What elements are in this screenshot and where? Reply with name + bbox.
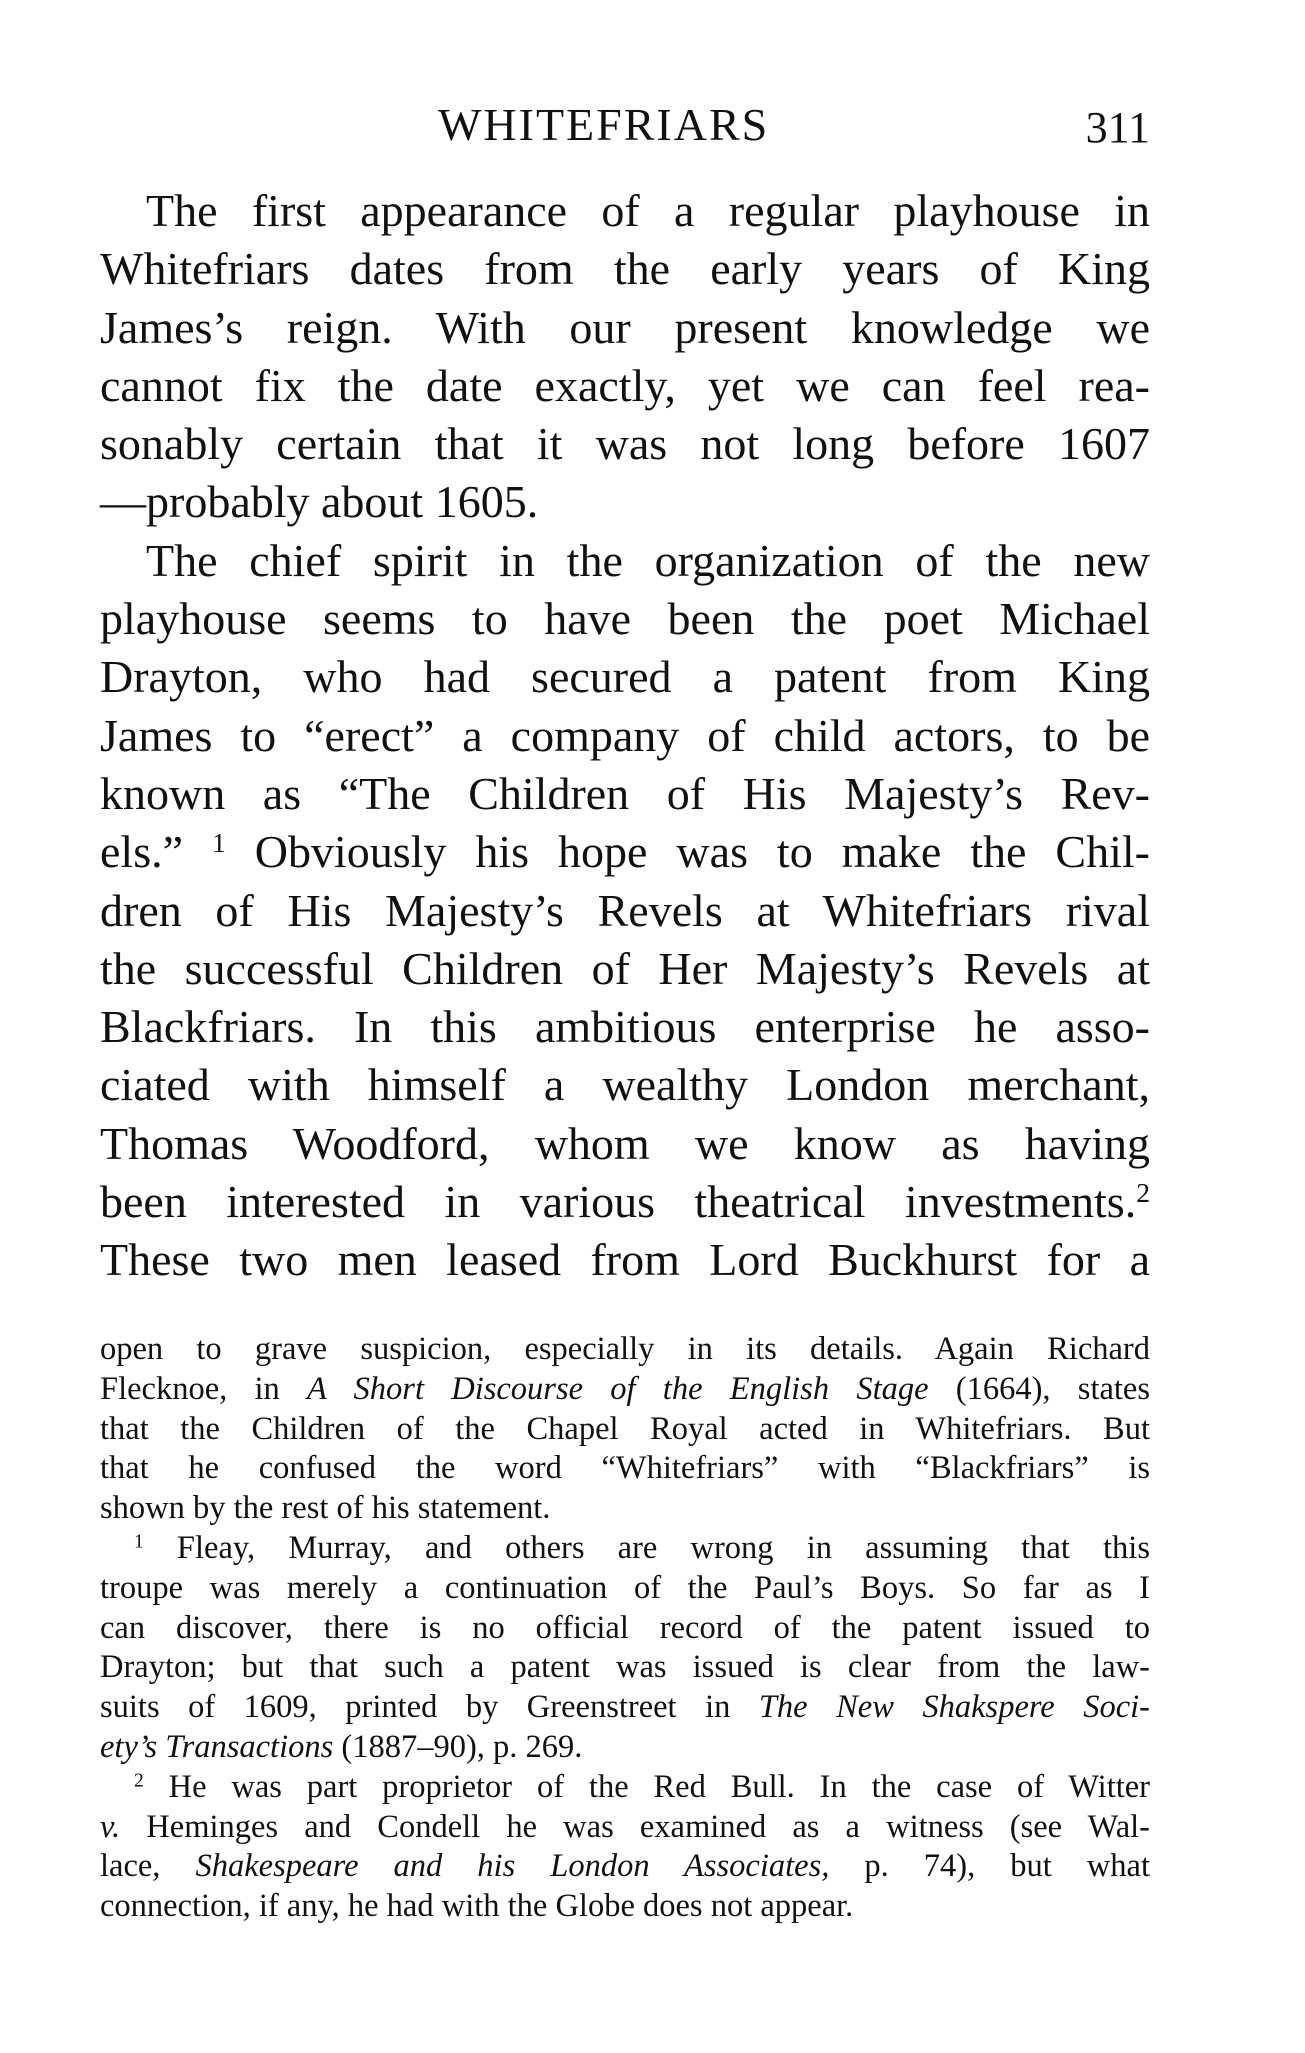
footnote-line: ety’s Transactions (1887–90), p. 269.: [100, 1728, 583, 1765]
body-line: James’s reign. With our present knowledge we: [100, 301, 1150, 353]
body-line: The first appearance of a regular playhouse in: [146, 185, 1150, 236]
footnote-line: Drayton; but that such a patent was issued is clear from the law-: [100, 1649, 1150, 1686]
footnote-line: can discover, there is no official record of the patent issued to: [100, 1609, 1150, 1646]
footnote-1: $^1$ Fleay, Murray, and others are wrong in assuming that this: [134, 1529, 1150, 1566]
main-text: [100, 182, 1150, 1290]
body-line: the successful Children of Her Majesty’s Revels at: [100, 942, 1150, 994]
footnote-marker: 2: [134, 1770, 144, 1792]
footnote-2: $^2$ He was part proprietor of the Red Bull. In the case of Witter: [134, 1768, 1151, 1805]
running-head: WHITEFRIARS: [438, 99, 770, 150]
footnote-line: shown by the rest of his statement.: [100, 1490, 551, 1527]
footnote-line: suits of 1609, printed by Greenstreet in The New Shakspere Soci-: [100, 1689, 1151, 1726]
footnote-line: Flecknoe, in A Short Discourse of the English Stage (1664), states: [100, 1370, 1151, 1407]
body-line: —probably about 1605.: [100, 476, 539, 528]
body-line: These two men leased from Lord Buckhurst for a: [100, 1234, 1150, 1286]
body-line: James to “erect” a company of child actors, to be: [100, 709, 1150, 761]
body-line: Whitefriars dates from the early years of King: [100, 243, 1150, 295]
footnote-ref-1[interactable]: 1: [211, 827, 226, 859]
body-line: cannot fix the date exactly, yet we can feel rea-: [100, 359, 1150, 411]
body-line: els.” $^1$ Obviously his hope was to make the Chil-: [100, 826, 1150, 878]
body-line: playhouse seems to have been the poet Michael: [100, 593, 1150, 645]
body-line: dren of His Majesty’s Revels at Whitefriars rival: [100, 884, 1150, 936]
footnote-line: v. Heminges and Condell he was examined as a witness (see Wal-: [100, 1808, 1151, 1845]
footnote-line: troupe was merely a continuation of the Paul’s Boys. So far as I: [100, 1569, 1150, 1606]
body-line: The chief spirit in the organization of the new: [146, 534, 1150, 586]
page-number: 311: [1085, 103, 1150, 152]
footnote-line: that the Children of the Chapel Royal acted in Whitefriars. But: [100, 1410, 1150, 1447]
body-line: been interested in various theatrical investments.$^2$: [100, 1176, 1150, 1228]
footnote-ref-2[interactable]: 2: [1136, 1176, 1150, 1208]
footnote-line: connection, if any, he had with the Globe does not appear.: [100, 1888, 854, 1925]
body-line: Drayton, who had secured a patent from King: [100, 651, 1150, 703]
footnote-line: open to grave suspicion, especially in its details. Again Richard: [100, 1331, 1150, 1367]
body-line: Thomas Woodford, whom we know as having: [100, 1117, 1150, 1169]
footnote-line: lace, Shakespeare and his London Associates, p. 74), but what: [100, 1848, 1150, 1885]
footnote-marker: 1: [134, 1531, 144, 1553]
body-line: Blackfriars. In this ambitious enterprise he asso-: [100, 1001, 1150, 1053]
body-line: sonably certain that it was not long before 1607: [100, 418, 1150, 470]
body-line: ciated with himself a wealthy London merchant,: [100, 1059, 1150, 1111]
page-header: [100, 98, 1150, 158]
footnote-line: that he confused the word “Whitefriars” with “Blackfriars” is: [100, 1450, 1150, 1487]
body-line: known as “The Children of His Majesty’s Rev-: [100, 767, 1150, 819]
footnotes: [100, 1330, 1150, 1927]
